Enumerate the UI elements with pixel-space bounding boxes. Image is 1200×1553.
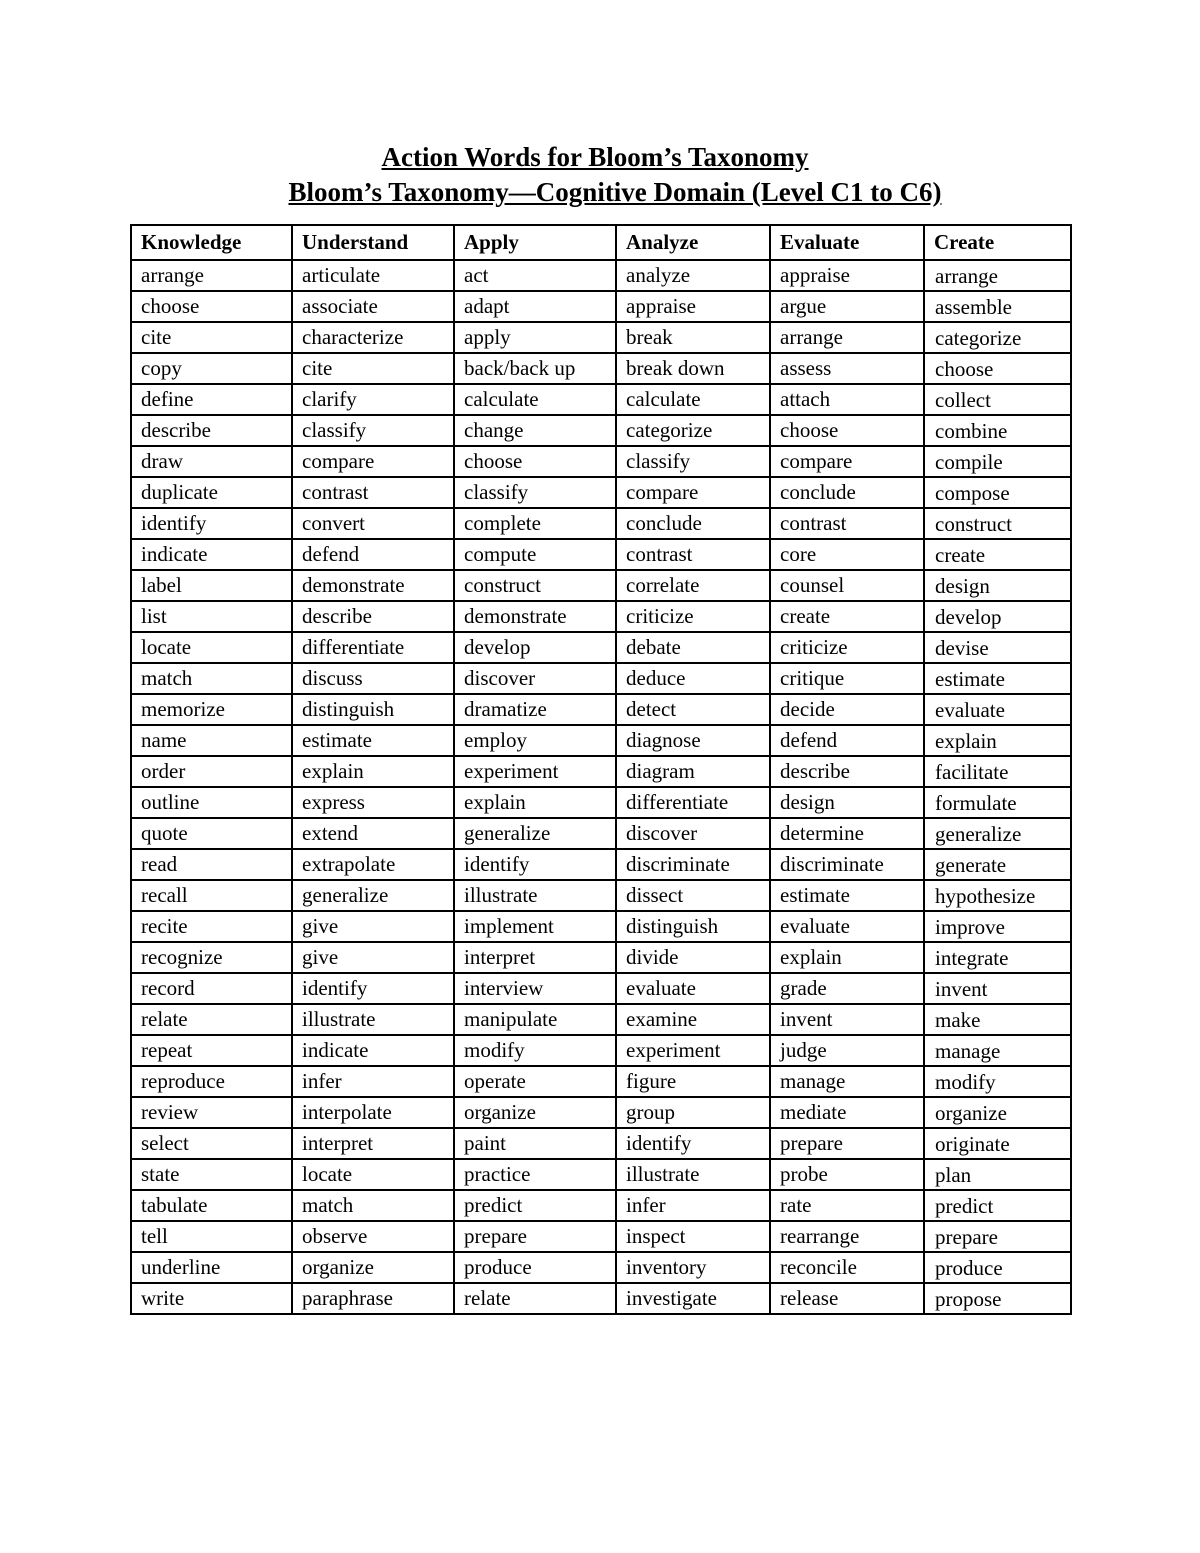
column-header-apply: Apply	[454, 225, 616, 260]
table-cell-understand: characterize	[292, 322, 454, 353]
table-cell-understand: identify	[292, 973, 454, 1004]
table-row	[131, 1004, 1071, 1035]
table-cell-analyze: discover	[616, 818, 770, 849]
table-cell-evaluate: criticize	[770, 632, 924, 663]
table-cell-evaluate: explain	[770, 942, 924, 973]
table-cell-understand: associate	[292, 291, 454, 322]
table-cell-evaluate: conclude	[770, 477, 924, 508]
table-cell-analyze: correlate	[616, 570, 770, 601]
table-cell-create: generalize	[924, 818, 1071, 849]
table-cell-create: modify	[924, 1066, 1071, 1097]
table-row	[131, 477, 1071, 508]
table-cell-analyze: divide	[616, 942, 770, 973]
table-cell-knowledge: duplicate	[131, 477, 292, 508]
table-cell-understand: give	[292, 911, 454, 942]
table-cell-apply: develop	[454, 632, 616, 663]
table-cell-analyze: criticize	[616, 601, 770, 632]
table-row	[131, 1252, 1071, 1283]
table-cell-analyze: diagram	[616, 756, 770, 787]
table-row	[131, 694, 1071, 725]
table-cell-knowledge: underline	[131, 1252, 292, 1283]
table-cell-knowledge: identify	[131, 508, 292, 539]
table-cell-evaluate: compare	[770, 446, 924, 477]
table-cell-knowledge: outline	[131, 787, 292, 818]
table-cell-apply: paint	[454, 1128, 616, 1159]
table-row	[131, 353, 1071, 384]
table-cell-evaluate: attach	[770, 384, 924, 415]
table-row	[131, 663, 1071, 694]
table-cell-create: collect	[924, 384, 1071, 415]
table-cell-understand: locate	[292, 1159, 454, 1190]
table-cell-analyze: conclude	[616, 508, 770, 539]
table-row	[131, 911, 1071, 942]
table-cell-create: explain	[924, 725, 1071, 756]
table-cell-evaluate: rate	[770, 1190, 924, 1221]
table-cell-understand: cite	[292, 353, 454, 384]
table-cell-apply: predict	[454, 1190, 616, 1221]
table-cell-understand: discuss	[292, 663, 454, 694]
table-cell-apply: experiment	[454, 756, 616, 787]
table-cell-apply: apply	[454, 322, 616, 353]
table-cell-understand: interpolate	[292, 1097, 454, 1128]
table-cell-evaluate: prepare	[770, 1128, 924, 1159]
table-row	[131, 1221, 1071, 1252]
table-cell-create: estimate	[924, 663, 1071, 694]
table-cell-understand: infer	[292, 1066, 454, 1097]
table-header-row	[131, 225, 1071, 260]
table-cell-evaluate: decide	[770, 694, 924, 725]
table-cell-analyze: differentiate	[616, 787, 770, 818]
table-cell-understand: match	[292, 1190, 454, 1221]
table-cell-understand: organize	[292, 1252, 454, 1283]
table-cell-apply: calculate	[454, 384, 616, 415]
table-cell-understand: articulate	[292, 260, 454, 291]
table-cell-understand: extend	[292, 818, 454, 849]
table-cell-create: compile	[924, 446, 1071, 477]
table-cell-understand: demonstrate	[292, 570, 454, 601]
table-cell-evaluate: estimate	[770, 880, 924, 911]
document-subtitle: Bloom’s Taxonomy—Cognitive Domain (Level C1 to C6)	[288, 177, 942, 207]
table-cell-understand: classify	[292, 415, 454, 446]
table-cell-evaluate: release	[770, 1283, 924, 1314]
table-cell-evaluate: core	[770, 539, 924, 570]
table-cell-knowledge: read	[131, 849, 292, 880]
table-row	[131, 508, 1071, 539]
table-cell-evaluate: manage	[770, 1066, 924, 1097]
table-cell-evaluate: determine	[770, 818, 924, 849]
table-cell-apply: dramatize	[454, 694, 616, 725]
table-row	[131, 1283, 1071, 1314]
table-cell-analyze: deduce	[616, 663, 770, 694]
table-cell-analyze: distinguish	[616, 911, 770, 942]
table-cell-analyze: infer	[616, 1190, 770, 1221]
table-cell-understand: differentiate	[292, 632, 454, 663]
table-cell-analyze: inventory	[616, 1252, 770, 1283]
table-cell-analyze: evaluate	[616, 973, 770, 1004]
table-cell-evaluate: create	[770, 601, 924, 632]
table-cell-create: develop	[924, 601, 1071, 632]
table-row	[131, 1035, 1071, 1066]
table-row	[131, 880, 1071, 911]
table-cell-knowledge: arrange	[131, 260, 292, 291]
table-cell-apply: interview	[454, 973, 616, 1004]
column-header-understand: Understand	[292, 225, 454, 260]
table-cell-analyze: classify	[616, 446, 770, 477]
table-row	[131, 1159, 1071, 1190]
table-cell-knowledge: quote	[131, 818, 292, 849]
table-cell-create: construct	[924, 508, 1071, 539]
table-cell-apply: modify	[454, 1035, 616, 1066]
table-cell-create: assemble	[924, 291, 1071, 322]
table-cell-analyze: break	[616, 322, 770, 353]
table-cell-evaluate: reconcile	[770, 1252, 924, 1283]
table-cell-knowledge: copy	[131, 353, 292, 384]
table-cell-apply: complete	[454, 508, 616, 539]
table-cell-apply: operate	[454, 1066, 616, 1097]
table-row	[131, 849, 1071, 880]
table-cell-create: facilitate	[924, 756, 1071, 787]
table-row	[131, 291, 1071, 322]
table-cell-understand: contrast	[292, 477, 454, 508]
table-row	[131, 446, 1071, 477]
document-title-block	[0, 140, 1200, 210]
table-cell-apply: adapt	[454, 291, 616, 322]
table-cell-knowledge: repeat	[131, 1035, 292, 1066]
table-cell-evaluate: discriminate	[770, 849, 924, 880]
table-cell-create: integrate	[924, 942, 1071, 973]
table-cell-knowledge: review	[131, 1097, 292, 1128]
table-cell-apply: choose	[454, 446, 616, 477]
table-cell-analyze: dissect	[616, 880, 770, 911]
table-cell-apply: identify	[454, 849, 616, 880]
table-cell-apply: construct	[454, 570, 616, 601]
table-cell-evaluate: arrange	[770, 322, 924, 353]
table-cell-create: generate	[924, 849, 1071, 880]
table-cell-apply: employ	[454, 725, 616, 756]
table-cell-understand: describe	[292, 601, 454, 632]
table-cell-understand: express	[292, 787, 454, 818]
table-cell-knowledge: order	[131, 756, 292, 787]
table-row	[131, 601, 1071, 632]
table-cell-analyze: identify	[616, 1128, 770, 1159]
table-body	[131, 260, 1071, 1314]
table-cell-understand: observe	[292, 1221, 454, 1252]
table-cell-create: evaluate	[924, 694, 1071, 725]
table-cell-apply: discover	[454, 663, 616, 694]
table-cell-create: plan	[924, 1159, 1071, 1190]
table-cell-evaluate: contrast	[770, 508, 924, 539]
action-words-table	[130, 224, 1072, 1315]
table-cell-analyze: categorize	[616, 415, 770, 446]
table-cell-knowledge: select	[131, 1128, 292, 1159]
table-cell-understand: extrapolate	[292, 849, 454, 880]
table-cell-analyze: investigate	[616, 1283, 770, 1314]
table-cell-create: make	[924, 1004, 1071, 1035]
table-cell-evaluate: counsel	[770, 570, 924, 601]
table-cell-analyze: experiment	[616, 1035, 770, 1066]
table-cell-analyze: compare	[616, 477, 770, 508]
table-row	[131, 260, 1071, 291]
table-cell-create: predict	[924, 1190, 1071, 1221]
table-row	[131, 1128, 1071, 1159]
table-cell-evaluate: describe	[770, 756, 924, 787]
table-cell-understand: interpret	[292, 1128, 454, 1159]
table-cell-create: create	[924, 539, 1071, 570]
table-cell-analyze: figure	[616, 1066, 770, 1097]
table-cell-create: manage	[924, 1035, 1071, 1066]
table-cell-apply: organize	[454, 1097, 616, 1128]
table-cell-understand: compare	[292, 446, 454, 477]
table-cell-understand: illustrate	[292, 1004, 454, 1035]
table-cell-knowledge: recite	[131, 911, 292, 942]
table-cell-understand: paraphrase	[292, 1283, 454, 1314]
table-cell-apply: classify	[454, 477, 616, 508]
table-cell-knowledge: choose	[131, 291, 292, 322]
table-cell-knowledge: recall	[131, 880, 292, 911]
table-cell-create: arrange	[924, 260, 1071, 291]
column-header-create: Create	[924, 225, 1071, 260]
table-cell-knowledge: tabulate	[131, 1190, 292, 1221]
table-row	[131, 1190, 1071, 1221]
table-cell-understand: explain	[292, 756, 454, 787]
table-cell-understand: generalize	[292, 880, 454, 911]
table-row	[131, 1097, 1071, 1128]
table-cell-evaluate: evaluate	[770, 911, 924, 942]
table-cell-analyze: contrast	[616, 539, 770, 570]
table-cell-analyze: appraise	[616, 291, 770, 322]
table-cell-understand: indicate	[292, 1035, 454, 1066]
table-cell-create: propose	[924, 1283, 1071, 1314]
table-cell-create: choose	[924, 353, 1071, 384]
table-cell-analyze: calculate	[616, 384, 770, 415]
table-cell-evaluate: probe	[770, 1159, 924, 1190]
table-row	[131, 322, 1071, 353]
table-cell-create: prepare	[924, 1221, 1071, 1252]
table-cell-create: compose	[924, 477, 1071, 508]
column-header-knowledge: Knowledge	[131, 225, 292, 260]
table-cell-evaluate: judge	[770, 1035, 924, 1066]
table-cell-evaluate: critique	[770, 663, 924, 694]
table-cell-knowledge: memorize	[131, 694, 292, 725]
table-cell-evaluate: argue	[770, 291, 924, 322]
table-cell-knowledge: relate	[131, 1004, 292, 1035]
table-cell-knowledge: name	[131, 725, 292, 756]
table-cell-understand: estimate	[292, 725, 454, 756]
table-cell-apply: prepare	[454, 1221, 616, 1252]
table-cell-knowledge: define	[131, 384, 292, 415]
table-cell-knowledge: match	[131, 663, 292, 694]
table-cell-evaluate: invent	[770, 1004, 924, 1035]
table-cell-analyze: inspect	[616, 1221, 770, 1252]
table-row	[131, 384, 1071, 415]
table-cell-apply: practice	[454, 1159, 616, 1190]
table-cell-understand: convert	[292, 508, 454, 539]
table-cell-apply: produce	[454, 1252, 616, 1283]
table-cell-create: improve	[924, 911, 1071, 942]
table-cell-create: devise	[924, 632, 1071, 663]
table-row	[131, 725, 1071, 756]
table-cell-analyze: break down	[616, 353, 770, 384]
table-row	[131, 818, 1071, 849]
table-cell-knowledge: locate	[131, 632, 292, 663]
table-cell-create: organize	[924, 1097, 1071, 1128]
table-cell-evaluate: rearrange	[770, 1221, 924, 1252]
table-cell-knowledge: draw	[131, 446, 292, 477]
table-cell-understand: distinguish	[292, 694, 454, 725]
table-cell-apply: demonstrate	[454, 601, 616, 632]
table-row	[131, 632, 1071, 663]
table-cell-create: design	[924, 570, 1071, 601]
table-cell-create: hypothesize	[924, 880, 1071, 911]
table-cell-apply: implement	[454, 911, 616, 942]
table-cell-apply: relate	[454, 1283, 616, 1314]
table-cell-evaluate: defend	[770, 725, 924, 756]
table-cell-evaluate: appraise	[770, 260, 924, 291]
column-header-evaluate: Evaluate	[770, 225, 924, 260]
table-row	[131, 973, 1071, 1004]
table-cell-apply: generalize	[454, 818, 616, 849]
table-cell-analyze: examine	[616, 1004, 770, 1035]
table-cell-knowledge: cite	[131, 322, 292, 353]
table-cell-knowledge: list	[131, 601, 292, 632]
table-cell-knowledge: describe	[131, 415, 292, 446]
table-cell-apply: illustrate	[454, 880, 616, 911]
table-cell-create: combine	[924, 415, 1071, 446]
table-cell-apply: interpret	[454, 942, 616, 973]
table-cell-knowledge: recognize	[131, 942, 292, 973]
table-cell-knowledge: label	[131, 570, 292, 601]
table-cell-evaluate: mediate	[770, 1097, 924, 1128]
table-cell-analyze: debate	[616, 632, 770, 663]
table-cell-knowledge: reproduce	[131, 1066, 292, 1097]
table-cell-analyze: detect	[616, 694, 770, 725]
table-cell-apply: back/back up	[454, 353, 616, 384]
table-cell-analyze: analyze	[616, 260, 770, 291]
table-cell-understand: give	[292, 942, 454, 973]
table-cell-knowledge: write	[131, 1283, 292, 1314]
table-cell-apply: compute	[454, 539, 616, 570]
table-cell-evaluate: choose	[770, 415, 924, 446]
table-row	[131, 756, 1071, 787]
column-header-analyze: Analyze	[616, 225, 770, 260]
table-cell-knowledge: record	[131, 973, 292, 1004]
table-row	[131, 570, 1071, 601]
table-cell-evaluate: grade	[770, 973, 924, 1004]
table-cell-knowledge: indicate	[131, 539, 292, 570]
table-cell-analyze: diagnose	[616, 725, 770, 756]
table-cell-apply: change	[454, 415, 616, 446]
table-cell-create: invent	[924, 973, 1071, 1004]
table-cell-create: originate	[924, 1128, 1071, 1159]
table-cell-evaluate: assess	[770, 353, 924, 384]
table-row	[131, 787, 1071, 818]
table-cell-analyze: discriminate	[616, 849, 770, 880]
table-cell-analyze: illustrate	[616, 1159, 770, 1190]
table-cell-knowledge: tell	[131, 1221, 292, 1252]
table-cell-apply: manipulate	[454, 1004, 616, 1035]
table-cell-evaluate: design	[770, 787, 924, 818]
table-row	[131, 942, 1071, 973]
table-cell-create: produce	[924, 1252, 1071, 1283]
table-cell-apply: act	[454, 260, 616, 291]
table-cell-understand: clarify	[292, 384, 454, 415]
table-cell-analyze: group	[616, 1097, 770, 1128]
table-cell-knowledge: state	[131, 1159, 292, 1190]
table-cell-create: formulate	[924, 787, 1071, 818]
table-cell-understand: defend	[292, 539, 454, 570]
table-cell-create: categorize	[924, 322, 1071, 353]
table-row	[131, 539, 1071, 570]
document-title: Action Words for Bloom’s Taxonomy	[381, 142, 809, 172]
table-row	[131, 415, 1071, 446]
table-row	[131, 1066, 1071, 1097]
table-cell-apply: explain	[454, 787, 616, 818]
